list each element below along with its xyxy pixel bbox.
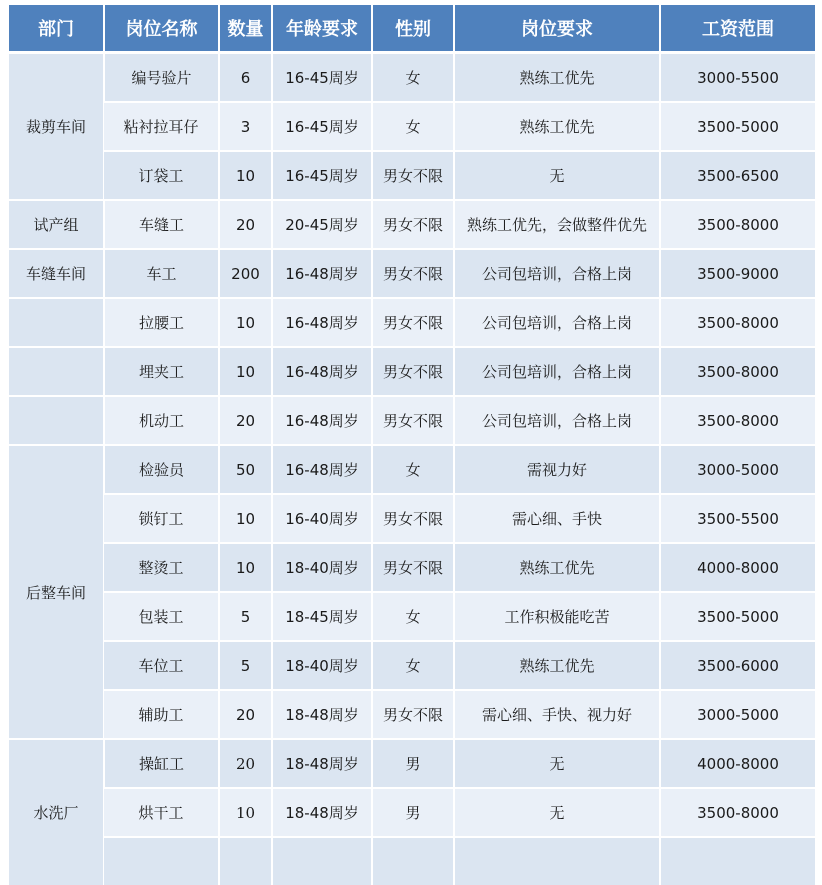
table-row	[9, 298, 815, 347]
position-cell: 辅助工	[104, 690, 219, 739]
job-table	[9, 5, 815, 885]
requirement-cell: 公司包培训，合格上岗	[454, 249, 660, 298]
age-cell: 16-45周岁	[272, 53, 372, 103]
dept-cell-trial: 试产组	[9, 200, 104, 249]
requirement-cell: 公司包培训，合格上岗	[454, 298, 660, 347]
requirement-cell	[454, 837, 660, 885]
salary-cell: 3000-5500	[660, 53, 815, 103]
salary-cell: 3500-9000	[660, 249, 815, 298]
table-row	[9, 837, 815, 885]
table-row	[9, 53, 815, 103]
position-cell: 整烫工	[104, 543, 219, 592]
count-cell: 50	[219, 445, 272, 494]
age-cell: 18-40周岁	[272, 543, 372, 592]
salary-cell: 3500-8000	[660, 347, 815, 396]
requirement-cell: 熟练工优先，会做整件优先	[454, 200, 660, 249]
table-row	[9, 102, 815, 151]
count-cell: 200	[219, 249, 272, 298]
age-cell: 18-48周岁	[272, 739, 372, 788]
table-row	[9, 788, 815, 837]
salary-cell: 3500-6000	[660, 641, 815, 690]
age-cell: 18-40周岁	[272, 641, 372, 690]
salary-cell: 3500-8000	[660, 396, 815, 445]
gender-cell: 男女不限	[372, 396, 454, 445]
requirement-cell: 熟练工优先	[454, 53, 660, 103]
position-cell: 埋夹工	[104, 347, 219, 396]
gender-cell: 女	[372, 102, 454, 151]
table-row	[9, 249, 815, 298]
header-age: 年龄要求	[272, 5, 372, 53]
header-requirement: 岗位要求	[454, 5, 660, 53]
count-cell: 6	[219, 53, 272, 103]
gender-cell: 女	[372, 592, 454, 641]
count-cell: 5	[219, 641, 272, 690]
table-row	[9, 690, 815, 739]
position-cell: 锁钉工	[104, 494, 219, 543]
position-cell: 车缝工	[104, 200, 219, 249]
age-cell: 16-48周岁	[272, 249, 372, 298]
requirement-cell: 无	[454, 739, 660, 788]
age-cell: 18-48周岁	[272, 788, 372, 837]
salary-cell: 3500-8000	[660, 298, 815, 347]
age-cell	[272, 837, 372, 885]
dept-cell-empty	[9, 347, 104, 396]
header-row	[9, 5, 815, 53]
count-cell: 3	[219, 102, 272, 151]
gender-cell	[372, 837, 454, 885]
table-row	[9, 396, 815, 445]
gender-cell: 男女不限	[372, 151, 454, 200]
header-count: 数量	[219, 5, 272, 53]
table-row	[9, 739, 815, 788]
table-row	[9, 543, 815, 592]
count-cell: 20	[219, 739, 272, 788]
gender-cell: 男女不限	[372, 298, 454, 347]
position-cell: 编号验片	[104, 53, 219, 103]
salary-cell: 4000-8000	[660, 543, 815, 592]
table-row	[9, 592, 815, 641]
age-cell: 20-45周岁	[272, 200, 372, 249]
salary-cell: 3000-5000	[660, 690, 815, 739]
requirement-cell: 熟练工优先	[454, 641, 660, 690]
position-cell: 机动工	[104, 396, 219, 445]
requirement-cell: 需视力好	[454, 445, 660, 494]
table-row	[9, 445, 815, 494]
salary-cell: 3500-5000	[660, 102, 815, 151]
count-cell: 10	[219, 347, 272, 396]
dept-cell-empty	[9, 298, 104, 347]
requirement-cell: 工作积极能吃苦	[454, 592, 660, 641]
position-cell: 操缸工	[104, 739, 219, 788]
gender-cell: 女	[372, 53, 454, 103]
requirement-cell: 无	[454, 151, 660, 200]
dept-cell-cutting: 裁剪车间	[9, 53, 104, 201]
header-gender: 性别	[372, 5, 454, 53]
table-row	[9, 151, 815, 200]
position-cell: 订袋工	[104, 151, 219, 200]
dept-cell-finishing: 后整车间	[9, 445, 104, 739]
requirement-cell: 公司包培训，合格上岗	[454, 347, 660, 396]
gender-cell: 男	[372, 788, 454, 837]
table-row	[9, 347, 815, 396]
salary-cell: 4000-8000	[660, 739, 815, 788]
position-cell: 车工	[104, 249, 219, 298]
gender-cell: 男女不限	[372, 200, 454, 249]
age-cell: 18-48周岁	[272, 690, 372, 739]
requirement-cell: 需心细、手快	[454, 494, 660, 543]
age-cell: 16-48周岁	[272, 298, 372, 347]
salary-cell: 3500-8000	[660, 200, 815, 249]
dept-cell-empty	[9, 396, 104, 445]
count-cell: 20	[219, 396, 272, 445]
count-cell: 10	[219, 494, 272, 543]
requirement-cell: 熟练工优先	[454, 543, 660, 592]
count-cell: 10	[219, 151, 272, 200]
position-cell: 车位工	[104, 641, 219, 690]
age-cell: 16-40周岁	[272, 494, 372, 543]
gender-cell: 女	[372, 445, 454, 494]
gender-cell: 女	[372, 641, 454, 690]
salary-cell: 3500-5500	[660, 494, 815, 543]
header-dept: 部门	[9, 5, 104, 53]
salary-cell: 3000-5000	[660, 445, 815, 494]
requirement-cell: 需心细、手快、视力好	[454, 690, 660, 739]
salary-cell	[660, 837, 815, 885]
count-cell: 5	[219, 592, 272, 641]
header-position: 岗位名称	[104, 5, 219, 53]
age-cell: 18-45周岁	[272, 592, 372, 641]
salary-cell: 3500-6500	[660, 151, 815, 200]
count-cell: 10	[219, 298, 272, 347]
count-cell: 10	[219, 543, 272, 592]
count-cell	[219, 837, 272, 885]
count-cell: 20	[219, 200, 272, 249]
position-cell: 拉腰工	[104, 298, 219, 347]
position-cell: 检验员	[104, 445, 219, 494]
count-cell: 20	[219, 690, 272, 739]
count-cell: 10	[219, 788, 272, 837]
table-row	[9, 200, 815, 249]
table-row	[9, 641, 815, 690]
gender-cell: 男	[372, 739, 454, 788]
position-cell	[104, 837, 219, 885]
gender-cell: 男女不限	[372, 249, 454, 298]
gender-cell: 男女不限	[372, 543, 454, 592]
table-row	[9, 494, 815, 543]
position-cell: 粘衬拉耳仔	[104, 102, 219, 151]
gender-cell: 男女不限	[372, 690, 454, 739]
gender-cell: 男女不限	[372, 347, 454, 396]
age-cell: 16-48周岁	[272, 396, 372, 445]
requirement-cell: 无	[454, 788, 660, 837]
age-cell: 16-45周岁	[272, 102, 372, 151]
header-salary: 工资范围	[660, 5, 815, 53]
dept-cell-sewing: 车缝车间	[9, 249, 104, 298]
age-cell: 16-48周岁	[272, 445, 372, 494]
gender-cell: 男女不限	[372, 494, 454, 543]
dept-cell-washing: 水洗厂	[9, 739, 104, 885]
salary-cell: 3500-8000	[660, 788, 815, 837]
requirement-cell: 熟练工优先	[454, 102, 660, 151]
salary-cell: 3500-5000	[660, 592, 815, 641]
position-cell: 包装工	[104, 592, 219, 641]
requirement-cell: 公司包培训，合格上岗	[454, 396, 660, 445]
age-cell: 16-45周岁	[272, 151, 372, 200]
age-cell: 16-48周岁	[272, 347, 372, 396]
position-cell: 烘干工	[104, 788, 219, 837]
